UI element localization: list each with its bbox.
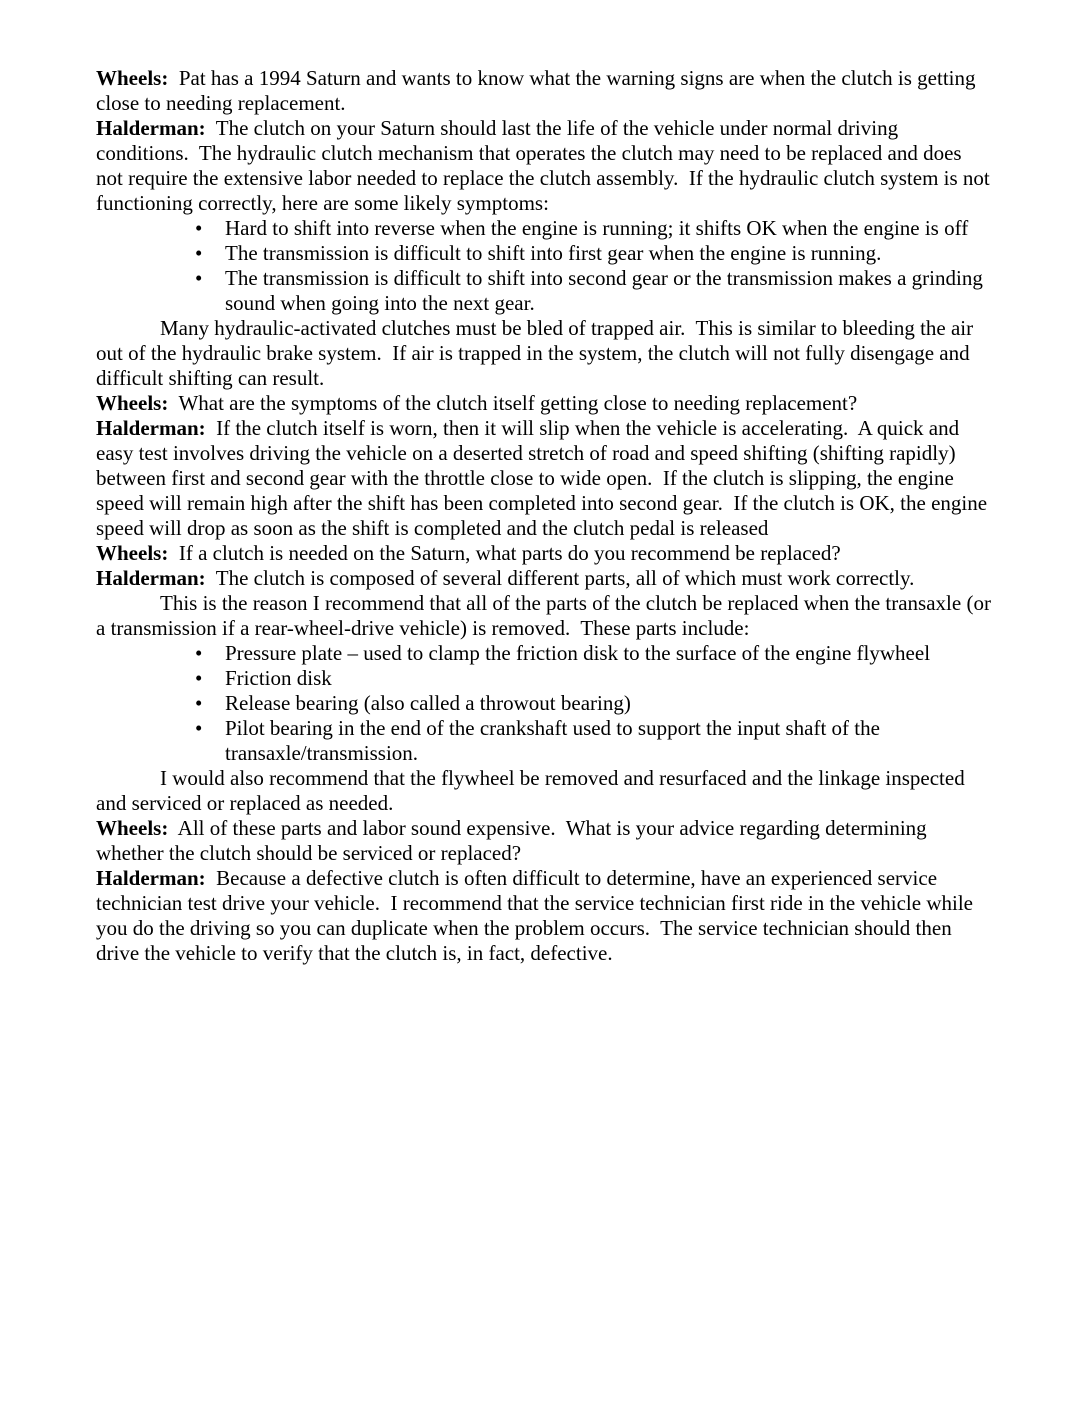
bullet-item <box>96 241 992 266</box>
speaker-label: Wheels: <box>96 391 169 415</box>
bullet-list <box>96 641 992 766</box>
bullet-icon: • <box>195 691 203 715</box>
bullet-item <box>96 716 992 766</box>
paragraph-text: Pat has a 1994 Saturn and wants to know what the warning signs are when the clutch is getting close to needing replacement. <box>96 66 981 115</box>
bullet-icon: • <box>195 241 203 265</box>
bullet-text: Release bearing (also called a throwout bearing) <box>225 691 631 715</box>
qa-paragraph <box>96 66 992 116</box>
bullet-list <box>96 216 992 316</box>
bullet-text: Pressure plate – used to clamp the friction disk to the surface of the engine flywheel <box>225 641 931 665</box>
indented-paragraph: Many hydraulic-activated clutches must be bled of trapped air. This is similar to bleeding the air out of the hydraulic brake system. If air is trapped in the system, the clutch will not fully disengage and difficult shifting can result. <box>96 316 979 390</box>
qa-paragraph <box>96 866 992 966</box>
bullet-text: The transmission is difficult to shift into first gear when the engine is running. <box>225 241 882 265</box>
qa-paragraph <box>96 816 992 866</box>
speaker-label: Halderman: <box>96 866 206 890</box>
qa-paragraph <box>96 116 996 216</box>
bullet-item <box>96 666 992 691</box>
qa-paragraph <box>96 541 992 566</box>
bullet-item <box>96 641 992 666</box>
qa-paragraph <box>96 416 992 541</box>
bullet-icon: • <box>195 716 203 740</box>
bullet-icon: • <box>195 641 203 665</box>
paragraph-text: The clutch on your Saturn should last the life of the vehicle under normal driving conditions. The hydraulic clutch mechanism that operates the clutch may need to be replaced and does not require the extensive labor needed to replace the clutch assembly. If the hydraulic clutch system is not functioning correctly, here are some likely symptoms: <box>96 116 996 215</box>
paragraph-text: If a clutch is needed on the Saturn, what parts do you recommend be replaced? <box>168 541 841 565</box>
paragraph-text: All of these parts and labor sound expensive. What is your advice regarding determining whether the clutch should be serviced or replaced? <box>96 816 932 865</box>
bullet-item <box>96 216 992 241</box>
speaker-label: Halderman: <box>96 416 206 440</box>
speaker-label: Wheels: <box>96 541 169 565</box>
speaker-label: Halderman: <box>96 566 206 590</box>
bullet-text: The transmission is difficult to shift into second gear or the transmission makes a grinding sound when going into the next gear. <box>225 266 989 315</box>
bullet-item <box>96 691 992 716</box>
bullet-item <box>96 266 992 316</box>
bullet-icon: • <box>195 266 203 290</box>
speaker-label: Wheels: <box>96 816 169 840</box>
qa-paragraph <box>96 566 992 591</box>
speaker-label: Halderman: <box>96 116 206 140</box>
paragraph-text: The clutch is composed of several different parts, all of which must work correctly. <box>205 566 915 590</box>
indented-paragraph: This is the reason I recommend that all of the parts of the clutch be replaced when the transaxle (or a transmission if a rear-wheel-drive vehicle) is removed. These parts include: <box>96 591 997 640</box>
qa-paragraph <box>96 391 992 416</box>
paragraph-text: What are the symptoms of the clutch itself getting close to needing replacement? <box>168 391 858 415</box>
paragraph-text: Because a defective clutch is often difficult to determine, have an experienced service technician test drive your vehicle. I recommend that the service technician first ride in the vehicle while you do the driving so you can duplicate when the problem occurs. The service technician should then drive the vehicle to verify that the clutch is, in fact, defective. <box>96 866 979 965</box>
bullet-icon: • <box>195 216 203 240</box>
speaker-label: Wheels: <box>96 66 169 90</box>
paragraph-text: If the clutch itself is worn, then it will slip when the vehicle is accelerating. A quick and easy test involves driving the vehicle on a deserted stretch of road and speed shifting (shifting rapidly) between first and second gear with the throttle close to wide open. If the clutch is slipping, the engine speed will remain high after the shift has been completed into second gear. If the clutch is OK, the engine speed will drop as soon as the shift is completed and the clutch pedal is released <box>96 416 993 540</box>
bullet-text: Hard to shift into reverse when the engine is running; it shifts OK when the engine is off <box>225 216 969 240</box>
bullet-text: Pilot bearing in the end of the crankshaft used to support the input shaft of the transaxle/transmission. <box>225 716 886 765</box>
bullet-icon: • <box>195 666 203 690</box>
bullet-text: Friction disk <box>225 666 332 690</box>
indented-paragraph: I would also recommend that the flywheel be removed and resurfaced and the linkage inspected and serviced or replaced as needed. <box>96 766 970 815</box>
